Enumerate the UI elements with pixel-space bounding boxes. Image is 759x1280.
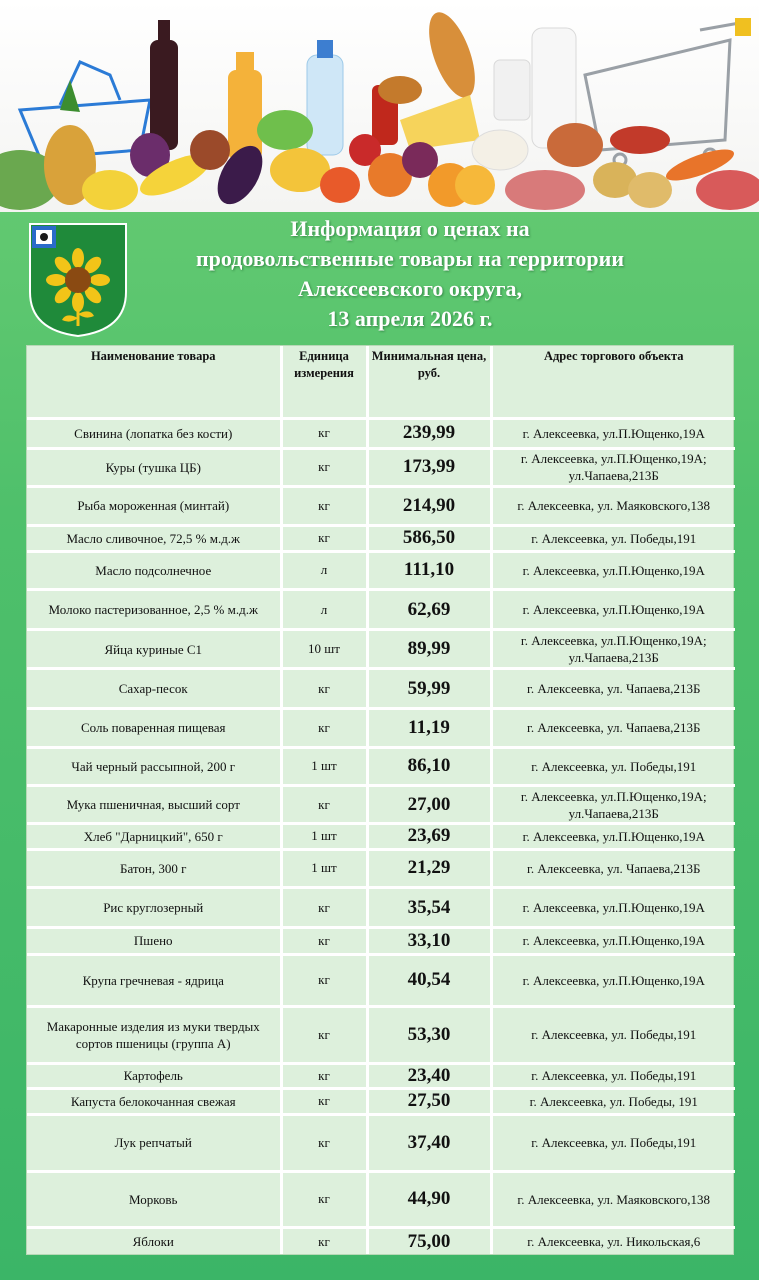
table-row <box>27 525 735 551</box>
address-cell: г. Алексеевка, ул. Победы,191 <box>491 525 735 551</box>
milk-glass <box>494 60 530 120</box>
table-row <box>27 785 735 823</box>
unit-cell: кг <box>281 1007 367 1064</box>
unit-cell: кг <box>281 887 367 927</box>
unit-cell: кг <box>281 1228 367 1254</box>
table-row <box>27 448 735 486</box>
unit-cell: кг <box>281 954 367 1007</box>
product-name-cell: Свинина (лопатка без кости) <box>27 418 281 448</box>
address-cell: г. Алексеевка, ул. Чапаева,213Б <box>491 849 735 887</box>
unit-cell: 1 шт <box>281 824 367 849</box>
table-row <box>27 709 735 747</box>
price-cell: 89,99 <box>367 630 491 668</box>
address-cell: г. Алексеевка, ул.П.Ющенко,19А; ул.Чапаева,213Б <box>491 785 735 823</box>
unit-cell: кг <box>281 1063 367 1088</box>
table-row <box>27 551 735 589</box>
product-name-cell: Хлеб "Дарницкий", 650 г <box>27 824 281 849</box>
product-name-cell: Пшено <box>27 928 281 954</box>
table-row <box>27 849 735 887</box>
unit-cell: кг <box>281 928 367 954</box>
table-row <box>27 747 735 785</box>
address-cell: г. Алексеевка, ул. Победы, 191 <box>491 1088 735 1114</box>
address-cell: г. Алексеевка, ул.П.Ющенко,19А <box>491 928 735 954</box>
address-cell: г. Алексеевка, ул. Маяковского,138 <box>491 487 735 525</box>
price-cell: 59,99 <box>367 668 491 708</box>
product-name-cell: Капуста белокочанная свежая <box>27 1088 281 1114</box>
table-row <box>27 487 735 525</box>
price-cell: 586,50 <box>367 525 491 551</box>
unit-cell: кг <box>281 709 367 747</box>
address-cell: г. Алексеевка, ул.П.Ющенко,19А; ул.Чапаева,213Б <box>491 448 735 486</box>
product-name-cell: Куры (тушка ЦБ) <box>27 448 281 486</box>
table-row <box>27 1063 735 1088</box>
product-name-cell: Морковь <box>27 1171 281 1228</box>
price-cell: 86,10 <box>367 747 491 785</box>
address-cell: г. Алексеевка, ул. Маяковского,138 <box>491 1171 735 1228</box>
column-header-price: Минимальная цена, руб. <box>367 346 491 418</box>
unit-cell: л <box>281 590 367 630</box>
price-cell: 21,29 <box>367 849 491 887</box>
table-row <box>27 824 735 849</box>
address-cell: г. Алексеевка, ул. Чапаева,213Б <box>491 709 735 747</box>
price-cell: 214,90 <box>367 487 491 525</box>
price-cell: 37,40 <box>367 1115 491 1172</box>
address-cell: г. Алексеевка, ул. Чапаева,213Б <box>491 668 735 708</box>
address-cell: г. Алексеевка, ул.П.Ющенко,19А <box>491 954 735 1007</box>
table-row <box>27 1115 735 1172</box>
unit-cell: 1 шт <box>281 747 367 785</box>
column-header-unit: Единица измерения <box>281 346 367 418</box>
table-row <box>27 418 735 448</box>
juice-bottle <box>228 70 262 160</box>
table-row <box>27 630 735 668</box>
grocery-illustration <box>0 0 759 212</box>
cart-handle <box>735 18 751 36</box>
table-row <box>27 928 735 954</box>
price-cell: 27,00 <box>367 785 491 823</box>
unit-cell: кг <box>281 1115 367 1172</box>
unit-cell: 1 шт <box>281 849 367 887</box>
product-name-cell: Батон, 300 г <box>27 849 281 887</box>
price-cell: 173,99 <box>367 448 491 486</box>
water-bottle <box>307 55 343 155</box>
column-header-product: Наименование товара <box>27 346 281 418</box>
table-row <box>27 1228 735 1254</box>
price-cell: 23,40 <box>367 1063 491 1088</box>
table-row <box>27 1007 735 1064</box>
product-name-cell: Лук репчатый <box>27 1115 281 1172</box>
address-cell: г. Алексеевка, ул.П.Ющенко,19А <box>491 590 735 630</box>
table-row <box>27 590 735 630</box>
table-row <box>27 668 735 708</box>
price-cell: 40,54 <box>367 954 491 1007</box>
product-name-cell: Мука пшеничная, высший сорт <box>27 785 281 823</box>
product-name-cell: Крупа гречневая - ядрица <box>27 954 281 1007</box>
grocery-banner <box>0 0 759 212</box>
product-name-cell: Макаронные изделия из муки твердых сортов пшеницы (группа А) <box>27 1007 281 1064</box>
address-cell: г. Алексеевка, ул. Победы,191 <box>491 1007 735 1064</box>
product-name-cell: Масло сливочное, 72,5 % м.д.ж <box>27 525 281 551</box>
product-name-cell: Яблоки <box>27 1228 281 1254</box>
pretzel <box>378 76 422 104</box>
coat-of-arms-emblem <box>28 222 128 338</box>
price-cell: 27,50 <box>367 1088 491 1114</box>
address-cell: г. Алексеевка, ул.П.Ющенко,19А <box>491 887 735 927</box>
table-row <box>27 1088 735 1114</box>
price-cell: 33,10 <box>367 928 491 954</box>
product-name-cell: Чай черный рассыпной, 200 г <box>27 747 281 785</box>
table-row <box>27 887 735 927</box>
price-table <box>27 346 735 1254</box>
price-cell: 75,00 <box>367 1228 491 1254</box>
price-cell: 62,69 <box>367 590 491 630</box>
address-cell: г. Алексеевка, ул.П.Ющенко,19А <box>491 824 735 849</box>
price-cell: 44,90 <box>367 1171 491 1228</box>
address-cell: г. Алексеевка, ул. Победы,191 <box>491 1063 735 1088</box>
product-name-cell: Сахар-песок <box>27 668 281 708</box>
table-header-row <box>27 346 735 418</box>
unit-cell: кг <box>281 448 367 486</box>
unit-cell: кг <box>281 418 367 448</box>
product-name-cell: Яйца куриные С1 <box>27 630 281 668</box>
price-cell: 111,10 <box>367 551 491 589</box>
product-name-cell: Соль поваренная пищевая <box>27 709 281 747</box>
address-cell: г. Алексеевка, ул. Победы,191 <box>491 1115 735 1172</box>
title-line-3: Алексеевского округа, <box>297 276 523 301</box>
product-name-cell: Картофель <box>27 1063 281 1088</box>
price-cell: 11,19 <box>367 709 491 747</box>
product-name-cell: Рис круглозерный <box>27 887 281 927</box>
sunflower-icon <box>28 222 128 338</box>
title-line-2: продовольственные товары на территории <box>195 246 625 271</box>
title-line-1: Информация о ценах на <box>290 216 530 241</box>
price-cell: 35,54 <box>367 887 491 927</box>
address-cell: г. Алексеевка, ул.П.Ющенко,19А <box>491 551 735 589</box>
unit-cell: кг <box>281 785 367 823</box>
address-cell: г. Алексеевка, ул.П.Ющенко,19А <box>491 418 735 448</box>
unit-cell: л <box>281 551 367 589</box>
price-table-container <box>26 345 734 1255</box>
title-line-4: 13 апреля 2026 г. <box>327 306 493 331</box>
product-name-cell: Молоко пастеризованное, 2,5 % м.д.ж <box>27 590 281 630</box>
price-cell: 23,69 <box>367 824 491 849</box>
price-cell: 239,99 <box>367 418 491 448</box>
product-name-cell: Рыба мороженная (минтай) <box>27 487 281 525</box>
table-row <box>27 1171 735 1228</box>
unit-cell: 10 шт <box>281 630 367 668</box>
table-row <box>27 954 735 1007</box>
page-title <box>130 214 690 334</box>
column-header-address: Адрес торгового объекта <box>491 346 735 418</box>
product-name-cell: Масло подсолнечное <box>27 551 281 589</box>
price-cell: 53,30 <box>367 1007 491 1064</box>
unit-cell: кг <box>281 525 367 551</box>
unit-cell: кг <box>281 1088 367 1114</box>
address-cell: г. Алексеевка, ул. Никольская,6 <box>527 1234 701 1250</box>
unit-cell: кг <box>281 487 367 525</box>
address-cell: г. Алексеевка, ул.П.Ющенко,19А; ул.Чапаева,213Б <box>491 630 735 668</box>
unit-cell: кг <box>281 1171 367 1228</box>
address-cell: г. Алексеевка, ул. Победы,191 <box>491 747 735 785</box>
unit-cell: кг <box>281 668 367 708</box>
